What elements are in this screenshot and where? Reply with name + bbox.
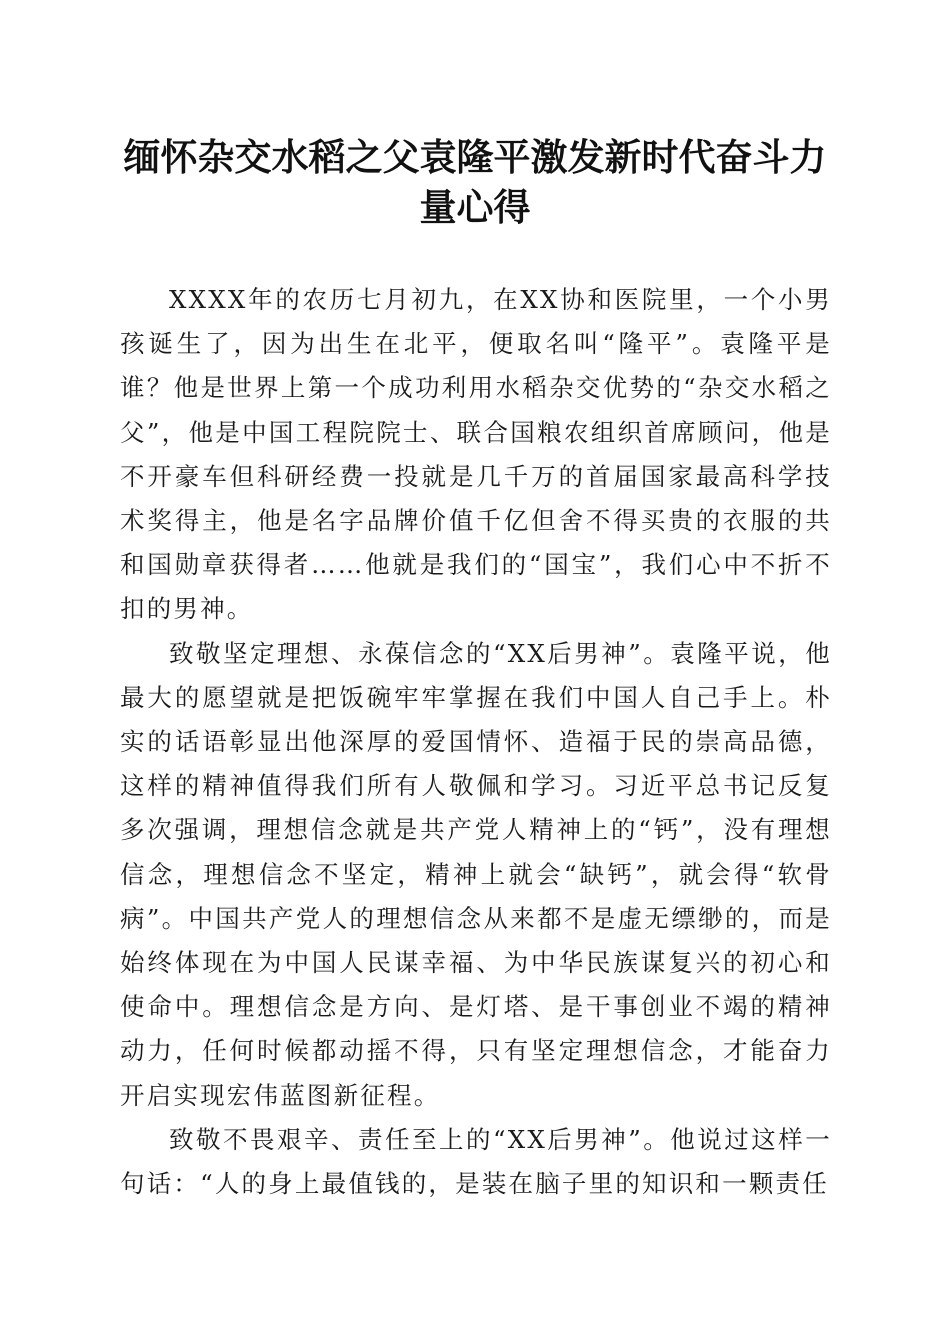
document-title: 缅怀杂交水稻之父袁隆平激发新时代奋斗力量心得 [123,135,827,229]
document-body [120,278,832,1206]
paragraph: 致敬坚定理想、永葆信念的“XX后男神”。袁隆平说，他最大的愿望就是把饭碗牢牢掌握在我们中国人自己手上。朴实的话语彰显出他深厚的爱国情怀、造福于民的崇高品德，这样的精神值得我们所有人敬佩和学习。习近平总书记反复多次强调，理想信念就是共产党人精神上的“钙”，没有理想信念，理想信念不坚定，精神上就会“缺钙”，就会得“软骨病”。中国共产党人的理想信念从来都不是虚无缥缈的，而是始终体现在为中国人民谋幸福、为中华民族谋复兴的初心和使命中。理想信念是方向、是灯塔、是干事创业不竭的精神动力，任何时候都动摇不得，只有坚定理想信念，才能奋力开启实现宏伟蓝图新征程。 [120,638,832,1110]
paragraph: 致敬不畏艰辛、责任至上的“XX后男神”。他说过这样一句话：“人的身上最值钱的，是装在脑子里的知识和一颗责任 [120,1124,832,1199]
paragraph: XXXX年的农历七月初九，在XX协和医院里，一个小男孩诞生了，因为出生在北平，便取名叫“隆平”。袁隆平是谁？他是世界上第一个成功利用水稻杂交优势的“杂交水稻之父”，他是中国工程院院士、联合国粮农组织首席顾问，他是不开豪车但科研经费一投就是几千万的首届国家最高科学技术奖得主，他是名字品牌价值千亿但舍不得买贵的衣服的共和国勋章获得者……他就是我们的“国宝”，我们心中不折不扣的男神。 [120,285,832,624]
